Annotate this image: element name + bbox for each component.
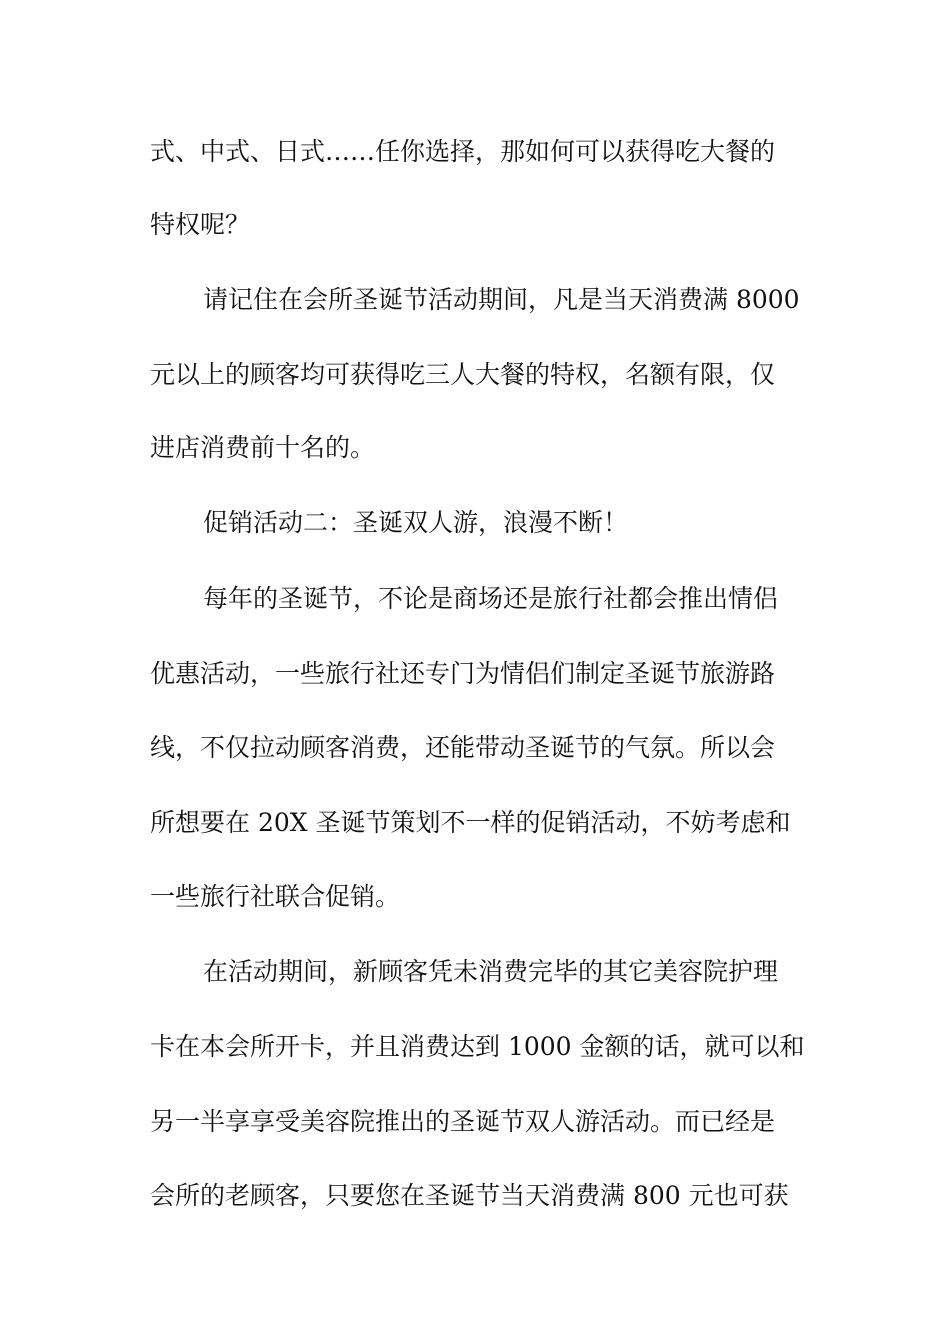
text-line: 式、中式、日式……任你选择，那如何可以获得吃大餐的 [150,137,776,166]
paragraph-start-line: 在活动期间，新顾客凭未消费完毕的其它美容院护理 [203,957,779,986]
text-line: 线，不仅拉动顾客消费，还能带动圣诞节的气氛。所以会 [150,733,776,762]
text-line: 另一半享享受美容院推出的圣诞节双人游活动。而已经是 [150,1107,776,1136]
paragraph-start-line: 请记住在会所圣诞节活动期间，凡是当天消费满 8000 [203,285,800,314]
text-line: 元以上的顾客均可获得吃三人大餐的特权，名额有限，仅 [150,360,776,389]
text-line: 所想要在 20X 圣诞节策划不一样的促销活动，不妨考虑和 [150,808,791,837]
text-line: 优惠活动，一些旅行社还专门为情侣们制定圣诞节旅游路 [150,659,776,688]
text-line: 进店消费前十名的。 [150,433,376,462]
text-line: 一些旅行社联合促销。 [150,882,401,911]
text-line: 特权呢？ [150,210,251,239]
text-line: 卡在本会所开卡，并且消费达到 1000 金额的话，就可以和 [150,1032,805,1061]
section-heading: 促销活动二：圣诞双人游，浪漫不断！ [203,508,629,537]
paragraph-start-line: 每年的圣诞节，不论是商场还是旅行社都会推出情侣 [203,584,779,613]
text-line: 会所的老顾客，只要您在圣诞节当天消费满 800 元也可获 [150,1181,789,1210]
